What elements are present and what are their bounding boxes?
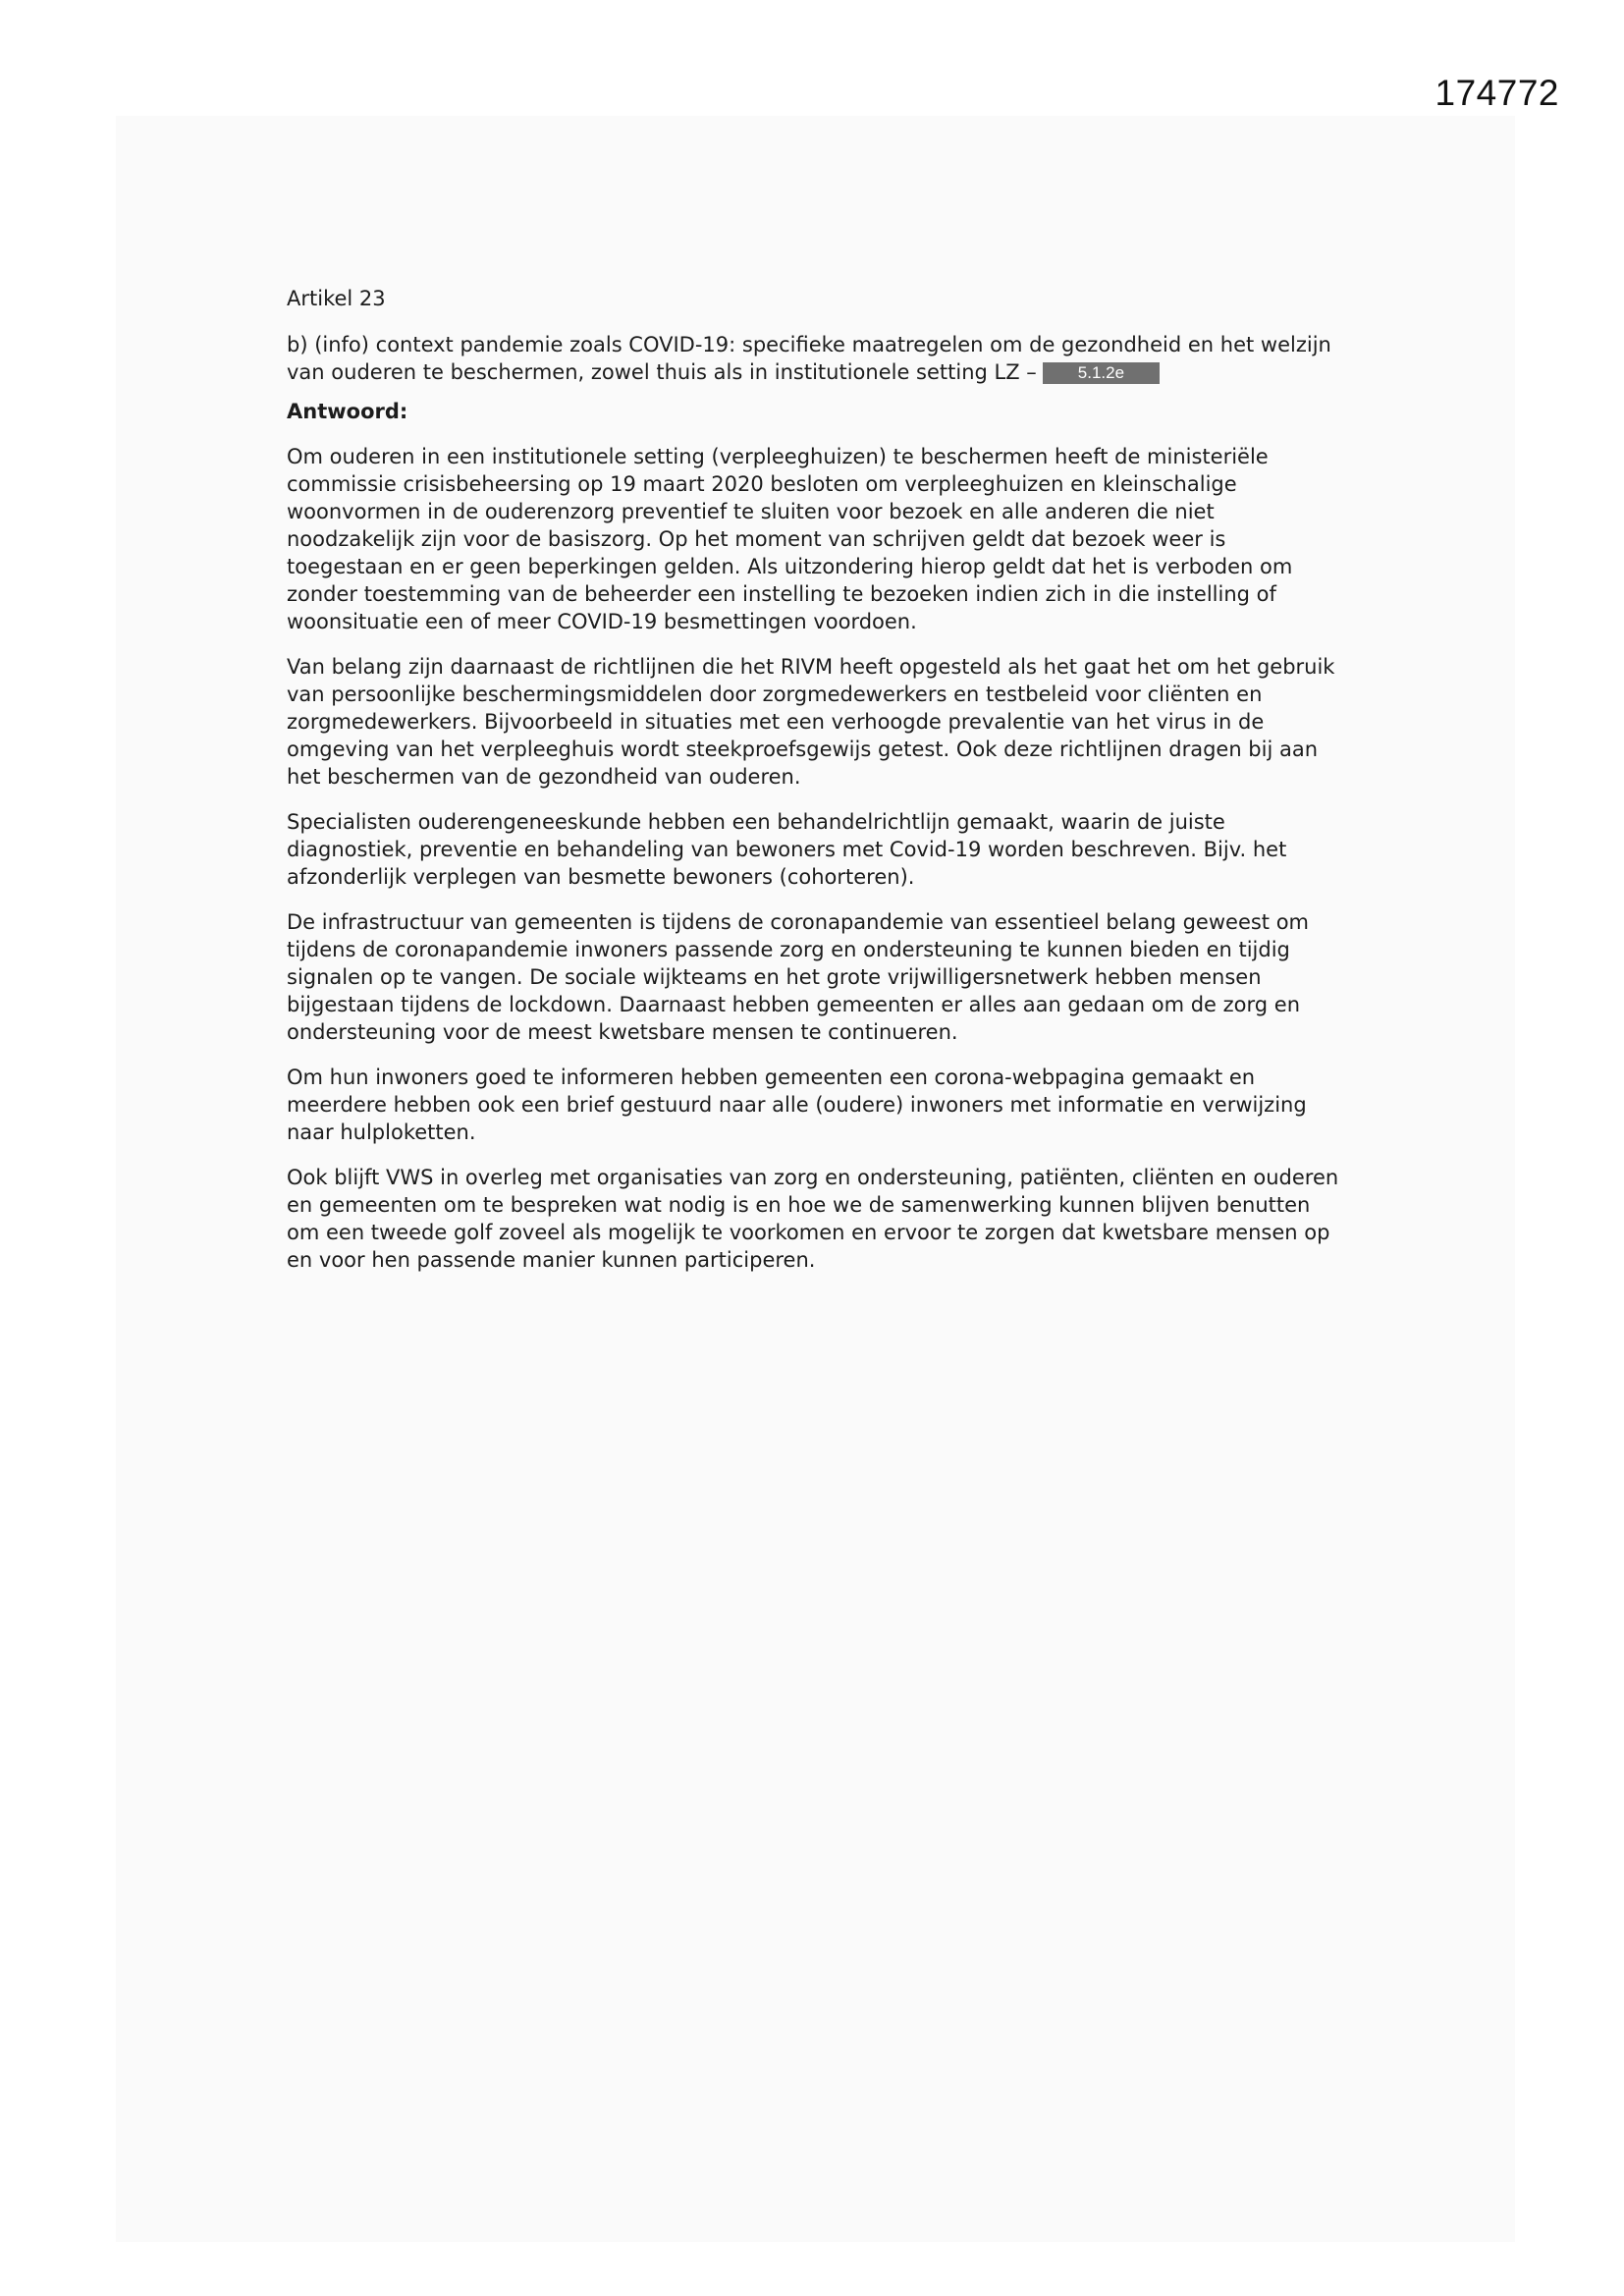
answer-paragraph: Om hun inwoners goed te informeren hebben gemeenten een corona-webpagina gemaakt en meerdere hebben ook een brief gestuurd naar alle (oudere) inwoners met informatie en verwijzing naar hulploketten. xyxy=(287,1066,1307,1144)
article-question xyxy=(287,331,1347,386)
question-text: b) (info) context pandemie zoals COVID-19: specifieke maatregelen om de gezondheid en het welzijn van ouderen te beschermen, zowel thuis als in institutionele setting LZ – xyxy=(287,333,1331,384)
answer-paragraph: Om ouderen in een institutionele setting (verpleeghuizen) te beschermen heeft de ministeriële commissie crisisbeheersing op 19 maart 2020 besloten om verpleeghuizen en kleinschalige woonvormen in de ouderenzorg preventief te sluiten voor bezoek en alle anderen die niet noodzakelijk zijn voor de basiszorg. Op het moment van schrijven geldt dat bezoek weer is toegestaan en er geen beperkingen gelden. Als uitzondering hierop geldt dat het is verboden om zonder toestemming van de beheerder een instelling te bezoeken indien zich in die instelling of woonsituatie een of meer COVID-19 besmettingen voordoen. xyxy=(287,445,1293,633)
answer-paragraph: Van belang zijn daarnaast de richtlijnen die het RIVM heeft opgesteld als het gaat het om het gebruik van persoonlijke beschermingsmiddelen door zorgmedewerkers en testbeleid voor cliënten en zorgmedewerkers. Bijvoorbeeld in situaties met een verhoogde prevalentie van het virus in de omgeving van het verpleeghuis wordt steekproefsgewijs getest. Ook deze richtlijnen dragen bij aan het beschermen van de gezondheid van ouderen. xyxy=(287,655,1335,789)
answer-paragraph: Specialisten ouderengeneeskunde hebben een behandelrichtlijn gemaakt, waarin de juiste diagnostiek, preventie en behandeling van bewoners met Covid-19 worden beschreven. Bijv. het afzonderlijk verplegen van besmette bewoners (cohorteren). xyxy=(287,810,1287,889)
answer-paragraph: De infrastructuur van gemeenten is tijdens de coronapandemie van essentieel belang geweest om tijdens de coronapandemie inwoners passende zorg en ondersteuning te kunnen bieden en tijdig signalen op te vangen. De sociale wijkteams en het grote vrijwilligersnetwerk hebben mensen bijgestaan tijdens de lockdown. Daarnaast hebben gemeenten er alles aan gedaan om de zorg en ondersteuning voor de meest kwetsbare mensen te continueren. xyxy=(287,910,1310,1044)
document-body xyxy=(287,285,1347,1291)
document-number: 174772 xyxy=(1435,73,1559,113)
answer-heading: Antwoord: xyxy=(287,400,408,423)
answer-paragraph: Ook blijft VWS in overleg met organisaties van zorg en ondersteuning, patiënten, cliënten en ouderen en gemeenten om te bespreken wat nodig is en hoe we de samenwerking kunnen blijven benutten om een tweede golf zoveel als mogelijk te voorkomen en ervoor te zorgen dat kwetsbare mensen op en voor hen passende manier kunnen participeren. xyxy=(287,1166,1339,1272)
redaction-block: 5.1.2e xyxy=(1043,362,1160,384)
article-title: Artikel 23 xyxy=(287,287,386,310)
